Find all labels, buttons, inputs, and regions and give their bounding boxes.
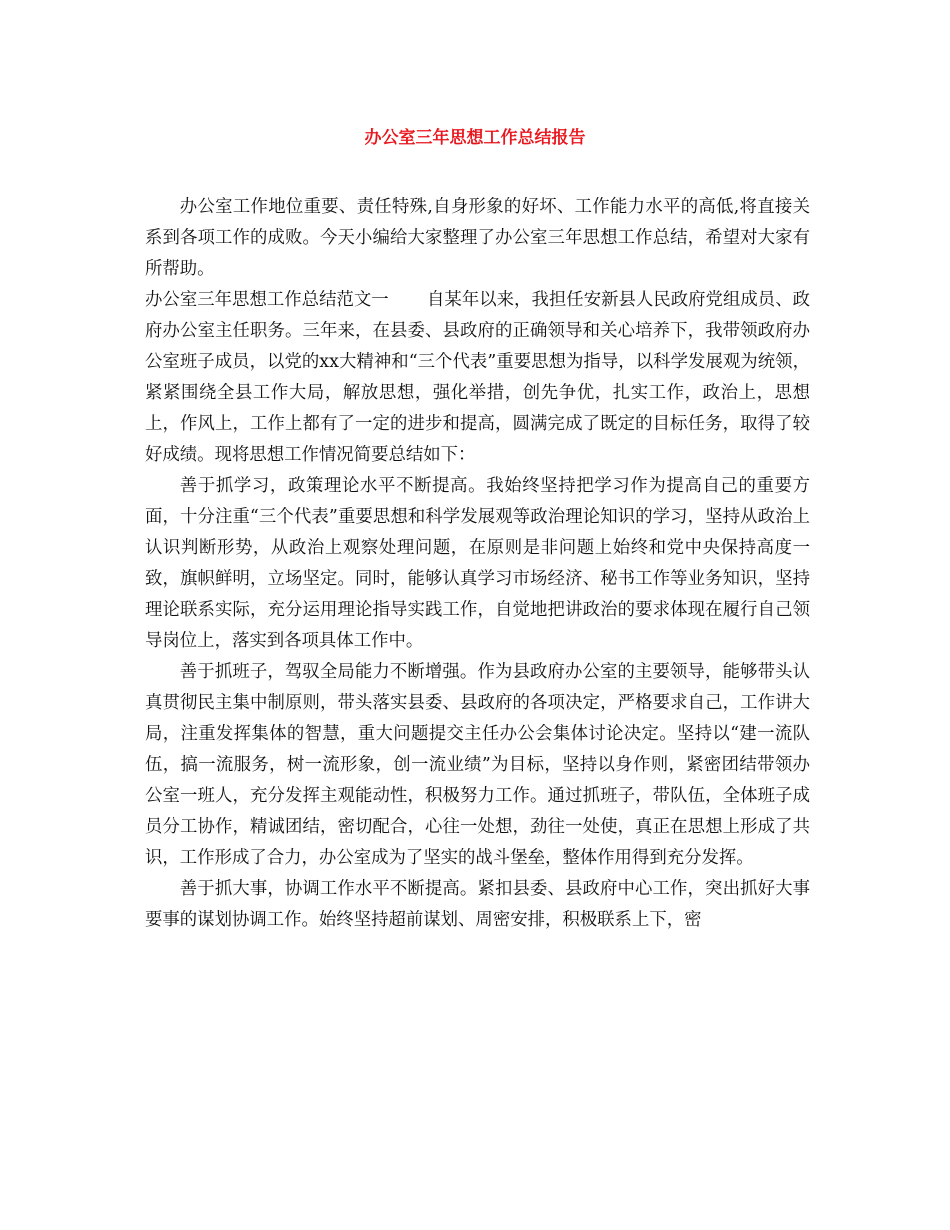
section-first-text: 自某年以来，我担任安新县人民政府党组成员、政府办公室主任职务。三年来，在县委、县政府的正确领导和关心培养下，我带领政府办公室班子成员，以党的xx大精神和“三个代表”重要思想为指导，以科学发展观为统领，紧紧围绕全县工作大局，解放思想，强化举措，创先争优，扎实工作，政治上，思想上，作风上，工作上都有了一定的进步和提高，圆满完成了既定的目标任务，取得了较好成绩。现将思想工作情况简要总结如下： [145,290,810,465]
document-title: 办公室三年思想工作总结报告 [364,128,586,148]
intro-paragraph: 办公室工作地位重要、责任特殊,自身形象的好坏、工作能力水平的高低,将直接关系到各项工作的成败。今天小编给大家整理了办公室三年思想工作总结，希望对大家有所帮助。 [145,197,810,279]
section-heading: 办公室三年思想工作总结范文一 [145,290,389,310]
section-paragraph [145,285,810,471]
document-body [145,192,810,936]
body-paragraph-study: 善于抓学习，政策理论水平不断提高。我始终坚持把学习作为提高自己的重要方面，十分注重“三个代表”重要思想和科学发展观等政治理论知识的学习，坚持从政治上认识判断形势，从政治上观察处理问题，在原则是非问题上始终和党中央保持高度一致，旗帜鲜明，立场坚定。同时，能够认真学习市场经济、秘书工作等业务知识，坚持理论联系实际，充分运用理论指导实践工作，自觉地把讲政治的要求体现在履行自己领导岗位上，落实到各项具体工作中。 [145,476,810,651]
body-paragraph-coordination: 善于抓大事，协调工作水平不断提高。紧扣县委、县政府中心工作，突出抓好大事要事的谋划协调工作。始终坚持超前谋划、周密安排，积极联系上下，密 [145,879,810,930]
body-paragraph-team: 善于抓班子，驾驭全局能力不断增强。作为县政府办公室的主要领导，能够带头认真贯彻民主集中制原则，带头落实县委、县政府的各项决定，严格要求自己，工作讲大局，注重发挥集体的智慧，重大问题提交主任办公会集体讨论决定。坚持以“建一流队伍，搞一流服务，树一流形象，创一流业绩”为目标，坚持以身作则，紧密团结带领办公室一班人，充分发挥主观能动性，积极努力工作。通过抓班子，带队伍，全体班子成员分工协作，精诚团结，密切配合，心往一处想，劲往一处使，真正在思想上形成了共识，工作形成了合力，办公室成为了坚实的战斗堡垒，整体作用得到充分发挥。 [145,662,810,868]
